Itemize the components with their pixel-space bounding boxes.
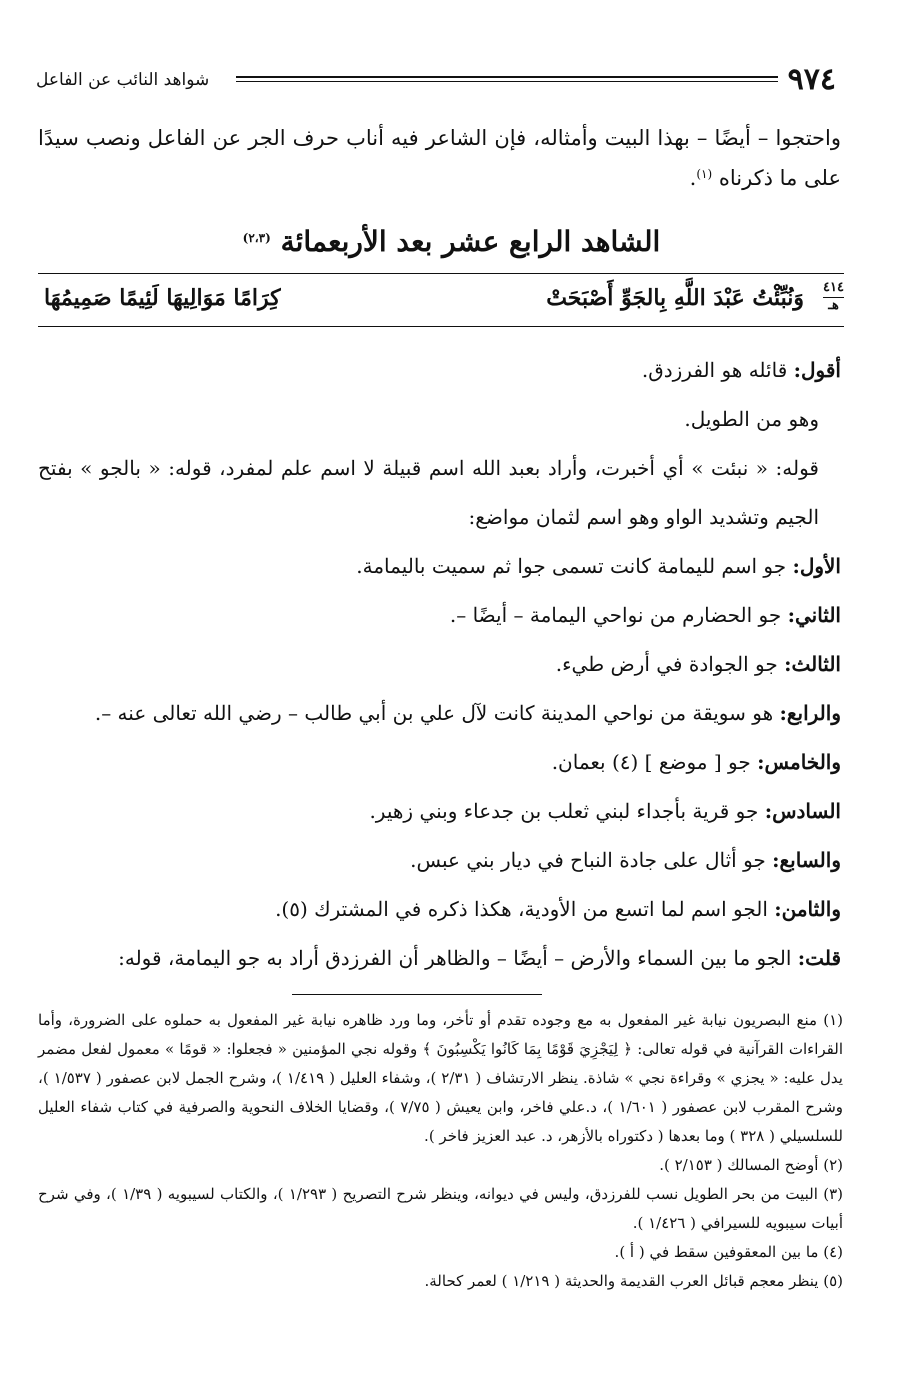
- commentary-label: أقول:: [793, 358, 841, 382]
- commentary-label: قلت:: [797, 946, 841, 970]
- list-item-text: جو الحضارم من نواحي اليمامة – أيضًا –.: [449, 603, 782, 627]
- commentary: [38, 346, 841, 983]
- intro-text: واحتجوا – أيضًا – بهذا البيت وأمثاله، فإن الشاعر فيه أناب حرف الجر عن الفاعل ونصب سيدًا على ما ذكرناه: [38, 126, 841, 190]
- list-item-label: الأول:: [792, 554, 841, 578]
- list-item-label: والرابع:: [779, 701, 841, 725]
- list-item: [38, 542, 841, 591]
- running-header: [36, 60, 836, 100]
- list-item-text: جو قرية بأجداء لبني ثعلب بن جدعاء وبني زهير.: [369, 799, 759, 823]
- list-item-text: جو الجوادة في أرض طيء.: [555, 652, 778, 676]
- list-item: [38, 591, 841, 640]
- second-hemistich: كِرَامًا مَوَالِيهَا لَئِيمًا صَمِيمُهَا: [44, 285, 281, 311]
- verse-number-mark: هـ: [823, 297, 844, 314]
- footnotes: [38, 1006, 843, 1296]
- list-item: [38, 885, 841, 934]
- list-item: [38, 787, 841, 836]
- list-item: [38, 738, 841, 787]
- verse-number: [823, 280, 844, 314]
- list-item-text: الجو اسم لما اتسع من الأودية، هكذا ذكره في المشترك (٥).: [275, 897, 768, 921]
- list-item: [38, 836, 841, 885]
- footnote: (٣) البيت من بحر الطويل نسب للفرزدق، وليس في ديوانه، وينظر شرح التصريح ( ١/٢٩٣ )، والكتاب لسيبويه ( ١/٣٩ )، وفي شرح أبيات سيبويه للسيرافي ( ١/٤٢٦ ).: [38, 1185, 843, 1232]
- footnote: (٥) ينظر معجم قبائل العرب القديمة والحديثة ( ١/٢١٩ ) لعمر كحالة.: [424, 1272, 843, 1290]
- note-ref-1: (١): [696, 167, 713, 181]
- page-number: ٩٧٤: [787, 62, 836, 97]
- commentary-line: [38, 934, 841, 983]
- list-item-label: الثالث:: [784, 652, 841, 676]
- verse-number-value: ٤١٤: [823, 280, 844, 295]
- first-hemistich: وَنُبِّئْتُ عَبْدَ اللَّهِ بِالجَوِّ أَصْبَحَتْ: [546, 285, 804, 311]
- header-rule: [236, 76, 778, 82]
- commentary-line: [38, 346, 841, 395]
- commentary-text: الجو ما بين السماء والأرض – أيضًا – والظاهر أن الفرزدق أراد به جو اليمامة، قوله:: [118, 946, 792, 970]
- intro-end: .: [689, 166, 697, 190]
- section-title-text: الشاهد الرابع عشر بعد الأربعمائة: [280, 225, 661, 258]
- running-title: شواهد النائب عن الفاعل: [36, 70, 210, 90]
- commentary-text: قوله: « نبئت » أي أخبرت، وأراد بعبد الله اسم قبيلة لا اسم علم لمفرد، قوله: « بالجو » بفتح الجيم وتشديد الواو وهو اسم لثمان مواضع:: [38, 456, 819, 529]
- verse-box: [38, 273, 844, 327]
- list-item-label: والخامس:: [757, 750, 841, 774]
- commentary-text: وهو من الطويل.: [684, 407, 819, 431]
- intro-paragraph: [38, 118, 841, 198]
- list-item-text: جو [ موضع ] (٤) بعمان.: [551, 750, 751, 774]
- list-item: [38, 689, 841, 738]
- list-item: [38, 640, 841, 689]
- commentary-line: [38, 395, 841, 444]
- section-note-refs: (٢،٣): [242, 231, 271, 245]
- list-item-text: جو اسم لليمامة كانت تسمى جوا ثم سميت باليمامة.: [356, 554, 787, 578]
- commentary-text: قائله هو الفرزدق.: [641, 358, 788, 382]
- commentary-paragraph: [38, 444, 841, 542]
- list-item-label: والثامن:: [774, 897, 841, 921]
- list-item-text: هو سويقة من نواحي المدينة كانت لآل علي بن أبي طالب – رضي الله تعالى عنه –.: [94, 701, 774, 725]
- footnote: (٢) أوضح المسالك ( ٢/١٥٣ ).: [659, 1156, 843, 1174]
- list-item-label: والسابع:: [772, 848, 841, 872]
- footnote: (١) منع البصريون نيابة غير المفعول به مع وجوده تقدم أو تأخر، وما ورد ظاهره نيابة غير المفعول به حملوه على الضرورة، وأما القراءات القرآنية في قوله تعالى: ﴿ لِيَجْزِيَ قَوْمًا بِمَا كَانُوا يَكْسِبُونَ ﴾ وقوله نجي المؤمنين « فجعلوا: « قومًا » معمول لفعل مضمر يدل عليه: « يجزي » وقراءة نجي » شاذة. ينظر الارتشاف ( ٢/٣١ )، وشفاء العليل ( ١/٤١٩ )، وشرح الجمل لابن عصفور ( ١/٥٣٧ )، وشرح المقرب لابن عصفور ( ١/٦٠١ )، د.علي فاخر، وابن يعيش ( ٧/٧٥ )، وقضايا الخلاف النحوية والصرفية في كتاب شفاء العليل للسلسيلي ( ٣٢٨ ) وما بعدها ( دكتوراه بالأزهر، د. عبد العزيز فاخر ).: [38, 1011, 844, 1145]
- section-title: [0, 220, 903, 264]
- footnote-separator: [292, 994, 542, 995]
- list-item-label: الثاني:: [787, 603, 841, 627]
- list-item-label: السادس:: [764, 799, 841, 823]
- list-item-text: جو أثال على جادة النباح في ديار بني عبس.: [410, 848, 766, 872]
- footnote: (٤) ما بين المعقوفين سقط في ( أ ).: [614, 1243, 843, 1261]
